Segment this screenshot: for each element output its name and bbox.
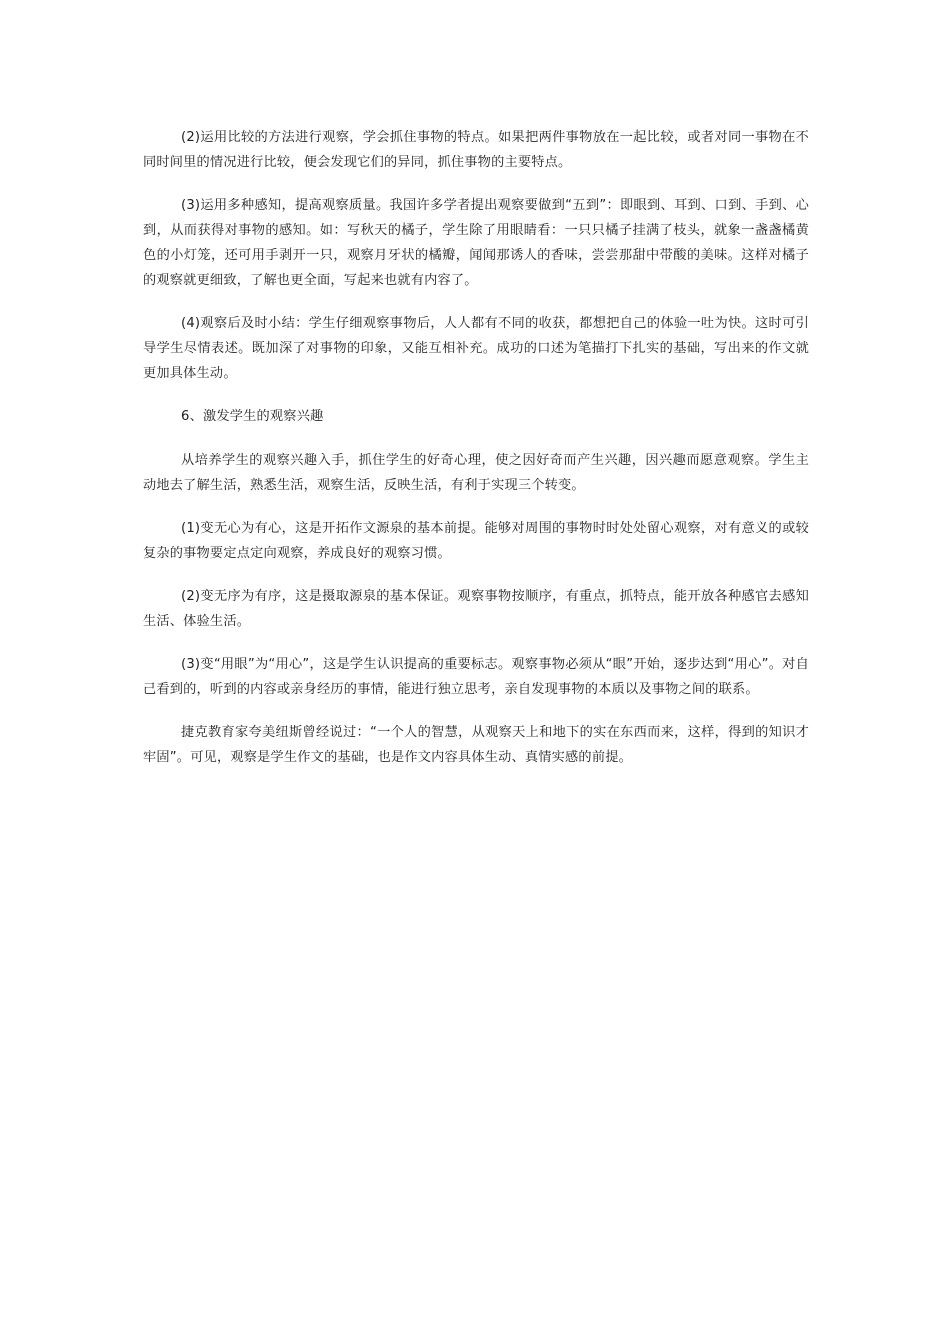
paragraph-transform-3: (3)变“用眼”为“用心”，这是学生认识提高的重要标志。观察事物必须从“眼”开始，逐步达到“用心”。对自己看到的，听到的内容或亲身经历的事情，能进行独立思考，亲自发现事物的本质以及事物之间的联系。 — [143, 657, 809, 697]
section-heading-observation-interest: 6、激发学生的观察兴趣 — [181, 409, 324, 424]
paragraph-comparison-method: (2)运用比较的方法进行观察，学会抓住事物的特点。如果把两件事物放在一起比较，或者对同一事物在不同时间里的情况进行比较，便会发现它们的异同，抓住事物的主要特点。 — [143, 130, 809, 170]
paragraph-cultivate-interest: 从培养学生的观察兴趣入手，抓住学生的好奇心理，使之因好奇而产生兴趣，因兴趣而愿意观察。学生主动地去了解生活，熟悉生活，观察生活，反映生活，有利于实现三个转变。 — [143, 453, 809, 493]
paragraph-multiple-senses: (3)运用多种感知，提高观察质量。我国许多学者提出观察要做到“五到”：即眼到、耳到、口到、手到、心到，从而获得对事物的感知。如：写秋天的橘子，学生除了用眼睛看：一只只橘子挂满了枝头，就象一盏盏橘黄色的小灯笼，还可用手剥开一只，观察月牙状的橘瓣，闻闻那诱人的香味，尝尝那甜中带酸的美味。这样对橘子的观察就更细致，了解也更全面，写起来也就有内容了。 — [143, 198, 809, 288]
paragraph-summary-after-observation: (4)观察后及时小结：学生仔细观察事物后，人人都有不同的收获，都想把自己的体验一吐为快。这时可引导学生尽情表述。既加深了对事物的印象，又能互相补充。成功的口述为笔描打下扎实的基础，写出来的作文就更加具体生动。 — [143, 316, 809, 381]
paragraph-transform-1: (1)变无心为有心，这是开拓作文源泉的基本前提。能够对周围的事物时时处处留心观察，对有意义的或较复杂的事物要定点定向观察，养成良好的观察习惯。 — [143, 521, 809, 561]
paragraph-transform-2: (2)变无序为有序，这是摄取源泉的基本保证。观察事物按顺序，有重点，抓特点，能开放各种感官去感知生活、体验生活。 — [143, 589, 809, 629]
paragraph-comenius-quote: 捷克教育家夸美纽斯曾经说过：“一个人的智慧，从观察天上和地下的实在东西而来，这样，得到的知识才牢固”。可见，观察是学生作文的基础，也是作文内容具体生动、真情实感的前提。 — [143, 725, 809, 765]
document-page — [143, 125, 809, 788]
